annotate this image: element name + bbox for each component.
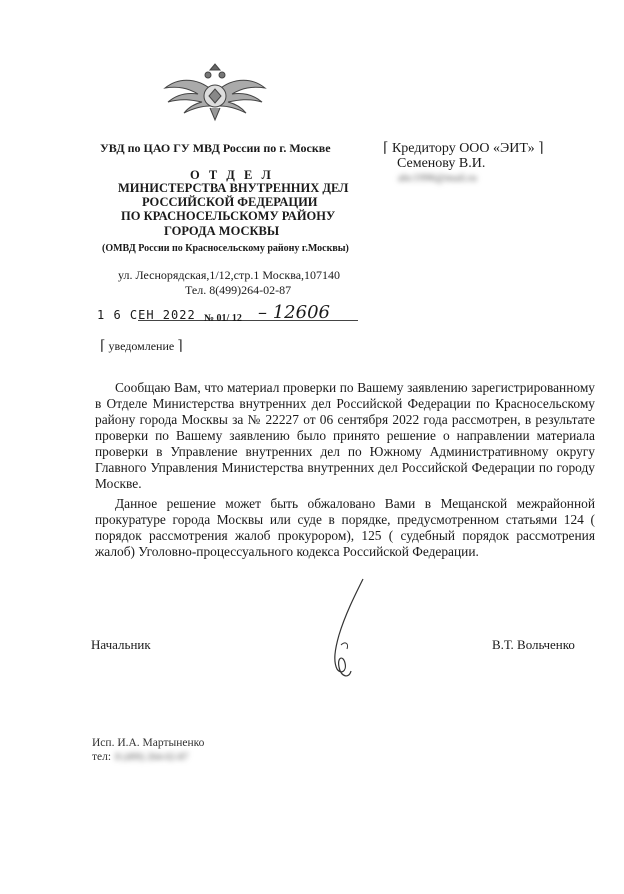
executor-phone — [92, 751, 188, 763]
right-bracket-icon: ⌉ — [177, 339, 183, 354]
document-type-label: уведомление — [108, 339, 175, 353]
body-paragraph-2: Данное решение может быть обжаловано Вами в Мещанской межрайонной прокуратуре города Москвы или суде в порядке, предусмотренном статьями 124 ( порядок рассмотрения жалоб прокурором), 125 ( судебный порядок рассмотрения жалоб) Уголовно-процессуального кодекса Российской Федерации. — [95, 496, 595, 559]
left-bracket-icon: ⌈ — [100, 339, 106, 354]
recipient-company: Кредитору ООО «ЭИТ» — [391, 141, 535, 156]
left-bracket-icon: ⌈ — [383, 141, 389, 156]
registration-date-stamp: 1 6 СЕН 2022 — [97, 308, 196, 322]
signatory-name: В.Т. Вольченко — [492, 637, 575, 652]
registration-number-label: № 01/ 12 — [204, 313, 242, 324]
executor-phone-label: тел: — [92, 751, 112, 763]
signatory-title: Начальник — [91, 637, 151, 652]
registration-number-handwritten: – 12606 — [258, 302, 330, 323]
executor-name: Исп. И.А. Мартыненко — [92, 737, 205, 749]
body-paragraph-1: Сообщаю Вам, что материал проверки по Вашему заявлению зарегистрированному в Отделе Министерства внутренних дел Российской Федерации по Красносельскому району города Москвы за № 22227 от 06 сентября 2022 года рассмотрен, в результате проверки по Вашему заявлению было принято решение о направлении материала проверки в Управление внутренних дел по Южному Административному округу Главного Управления Министерства внутренних дел Российской Федерации по городу Москве. — [95, 380, 595, 491]
department-header: УВД по ЦАО ГУ МВД России по г. Москве — [100, 141, 331, 155]
mvd-eagle-emblem-icon — [160, 58, 270, 128]
ministry-line-2: РОССИЙСКОЙ ФЕДЕРАЦИИ — [142, 195, 318, 209]
recipient-name: Семенову В.И. — [397, 156, 486, 171]
recipient-line-1 — [383, 140, 544, 157]
executor-phone-redacted: 8 (499) 264-02-87 — [115, 752, 189, 763]
right-bracket-icon: ⌉ — [538, 141, 544, 156]
ministry-line-4: ГОРОДА МОСКВЫ — [164, 224, 280, 238]
otdel-heading: О Т Д Е Л — [190, 168, 274, 182]
sender-short-name: (ОМВД России по Красносельскому району г.Москвы) — [102, 243, 349, 254]
sender-address: ул. Леснорядская,1/12,стр.1 Москва,107140 — [118, 268, 341, 282]
handwritten-signature-icon — [315, 575, 375, 685]
ministry-line-1: МИНИСТЕРСТВА ВНУТРЕННИХ ДЕЛ — [118, 181, 349, 195]
letter-body — [95, 380, 595, 560]
ministry-line-3: ПО КРАСНОСЕЛЬСКОМУ РАЙОНУ — [121, 209, 336, 223]
document-type — [100, 338, 183, 355]
recipient-email-redacted: abc1996@mail.ru — [398, 172, 477, 184]
sender-phone: Тел. 8(499)264-02-87 — [185, 283, 292, 297]
